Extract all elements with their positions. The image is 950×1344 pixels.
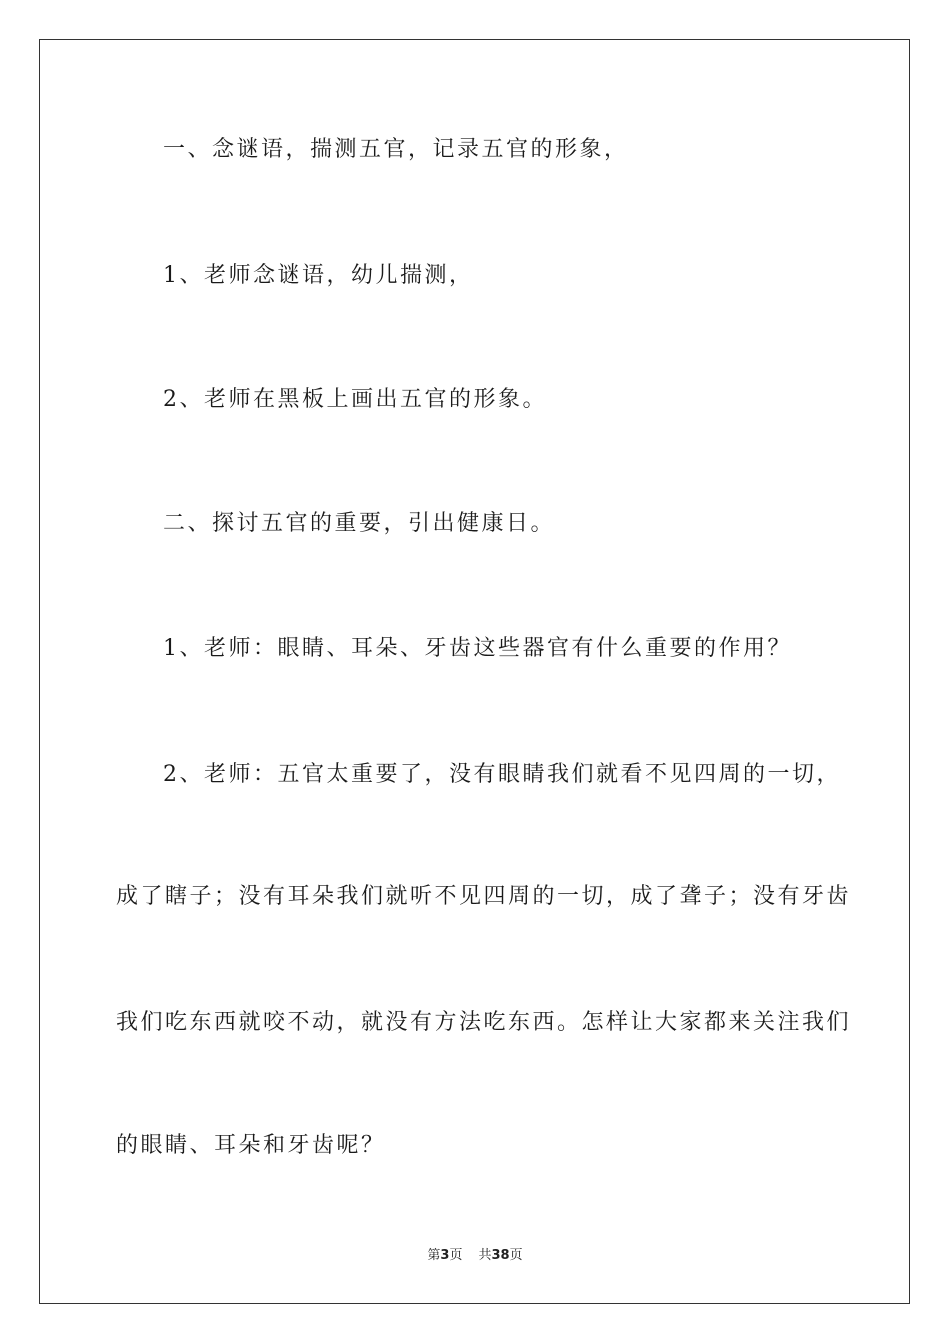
paragraph-line: 的眼睛、耳朵和牙齿呢？ xyxy=(116,1133,386,1158)
page-number: 3 xyxy=(440,1248,450,1263)
paragraph-line: 2、老师在黑板上画出五官的形象。 xyxy=(163,387,547,412)
paragraph-line: 1、老师：眼睛、耳朵、牙齿这些器官有什么重要的作用？ xyxy=(163,636,792,661)
page-footer xyxy=(0,1247,950,1265)
page-border xyxy=(39,39,910,1304)
paragraph-line: 成了瞎子；没有耳朵我们就听不见四周的一切，成了聋子；没有牙齿 xyxy=(116,884,852,909)
page-suffix: 页 xyxy=(449,1248,463,1263)
total-prefix: 共 xyxy=(478,1248,492,1263)
section-heading-1: 一、念谜语，揣测五官，记录五官的形象， xyxy=(163,137,629,162)
paragraph-line: 1、老师念谜语，幼儿揣测， xyxy=(163,263,474,288)
section-heading-2: 二、探讨五官的重要，引出健康日。 xyxy=(163,511,556,536)
total-suffix: 页 xyxy=(509,1248,523,1263)
paragraph-line: 我们吃东西就咬不动，就没有方法吃东西。怎样让大家都来关注我们 xyxy=(116,1010,852,1035)
total-pages: 38 xyxy=(491,1248,510,1263)
page-prefix: 第 xyxy=(427,1248,441,1263)
paragraph-line: 2、老师：五官太重要了，没有眼睛我们就看不见四周的一切， xyxy=(163,762,841,787)
